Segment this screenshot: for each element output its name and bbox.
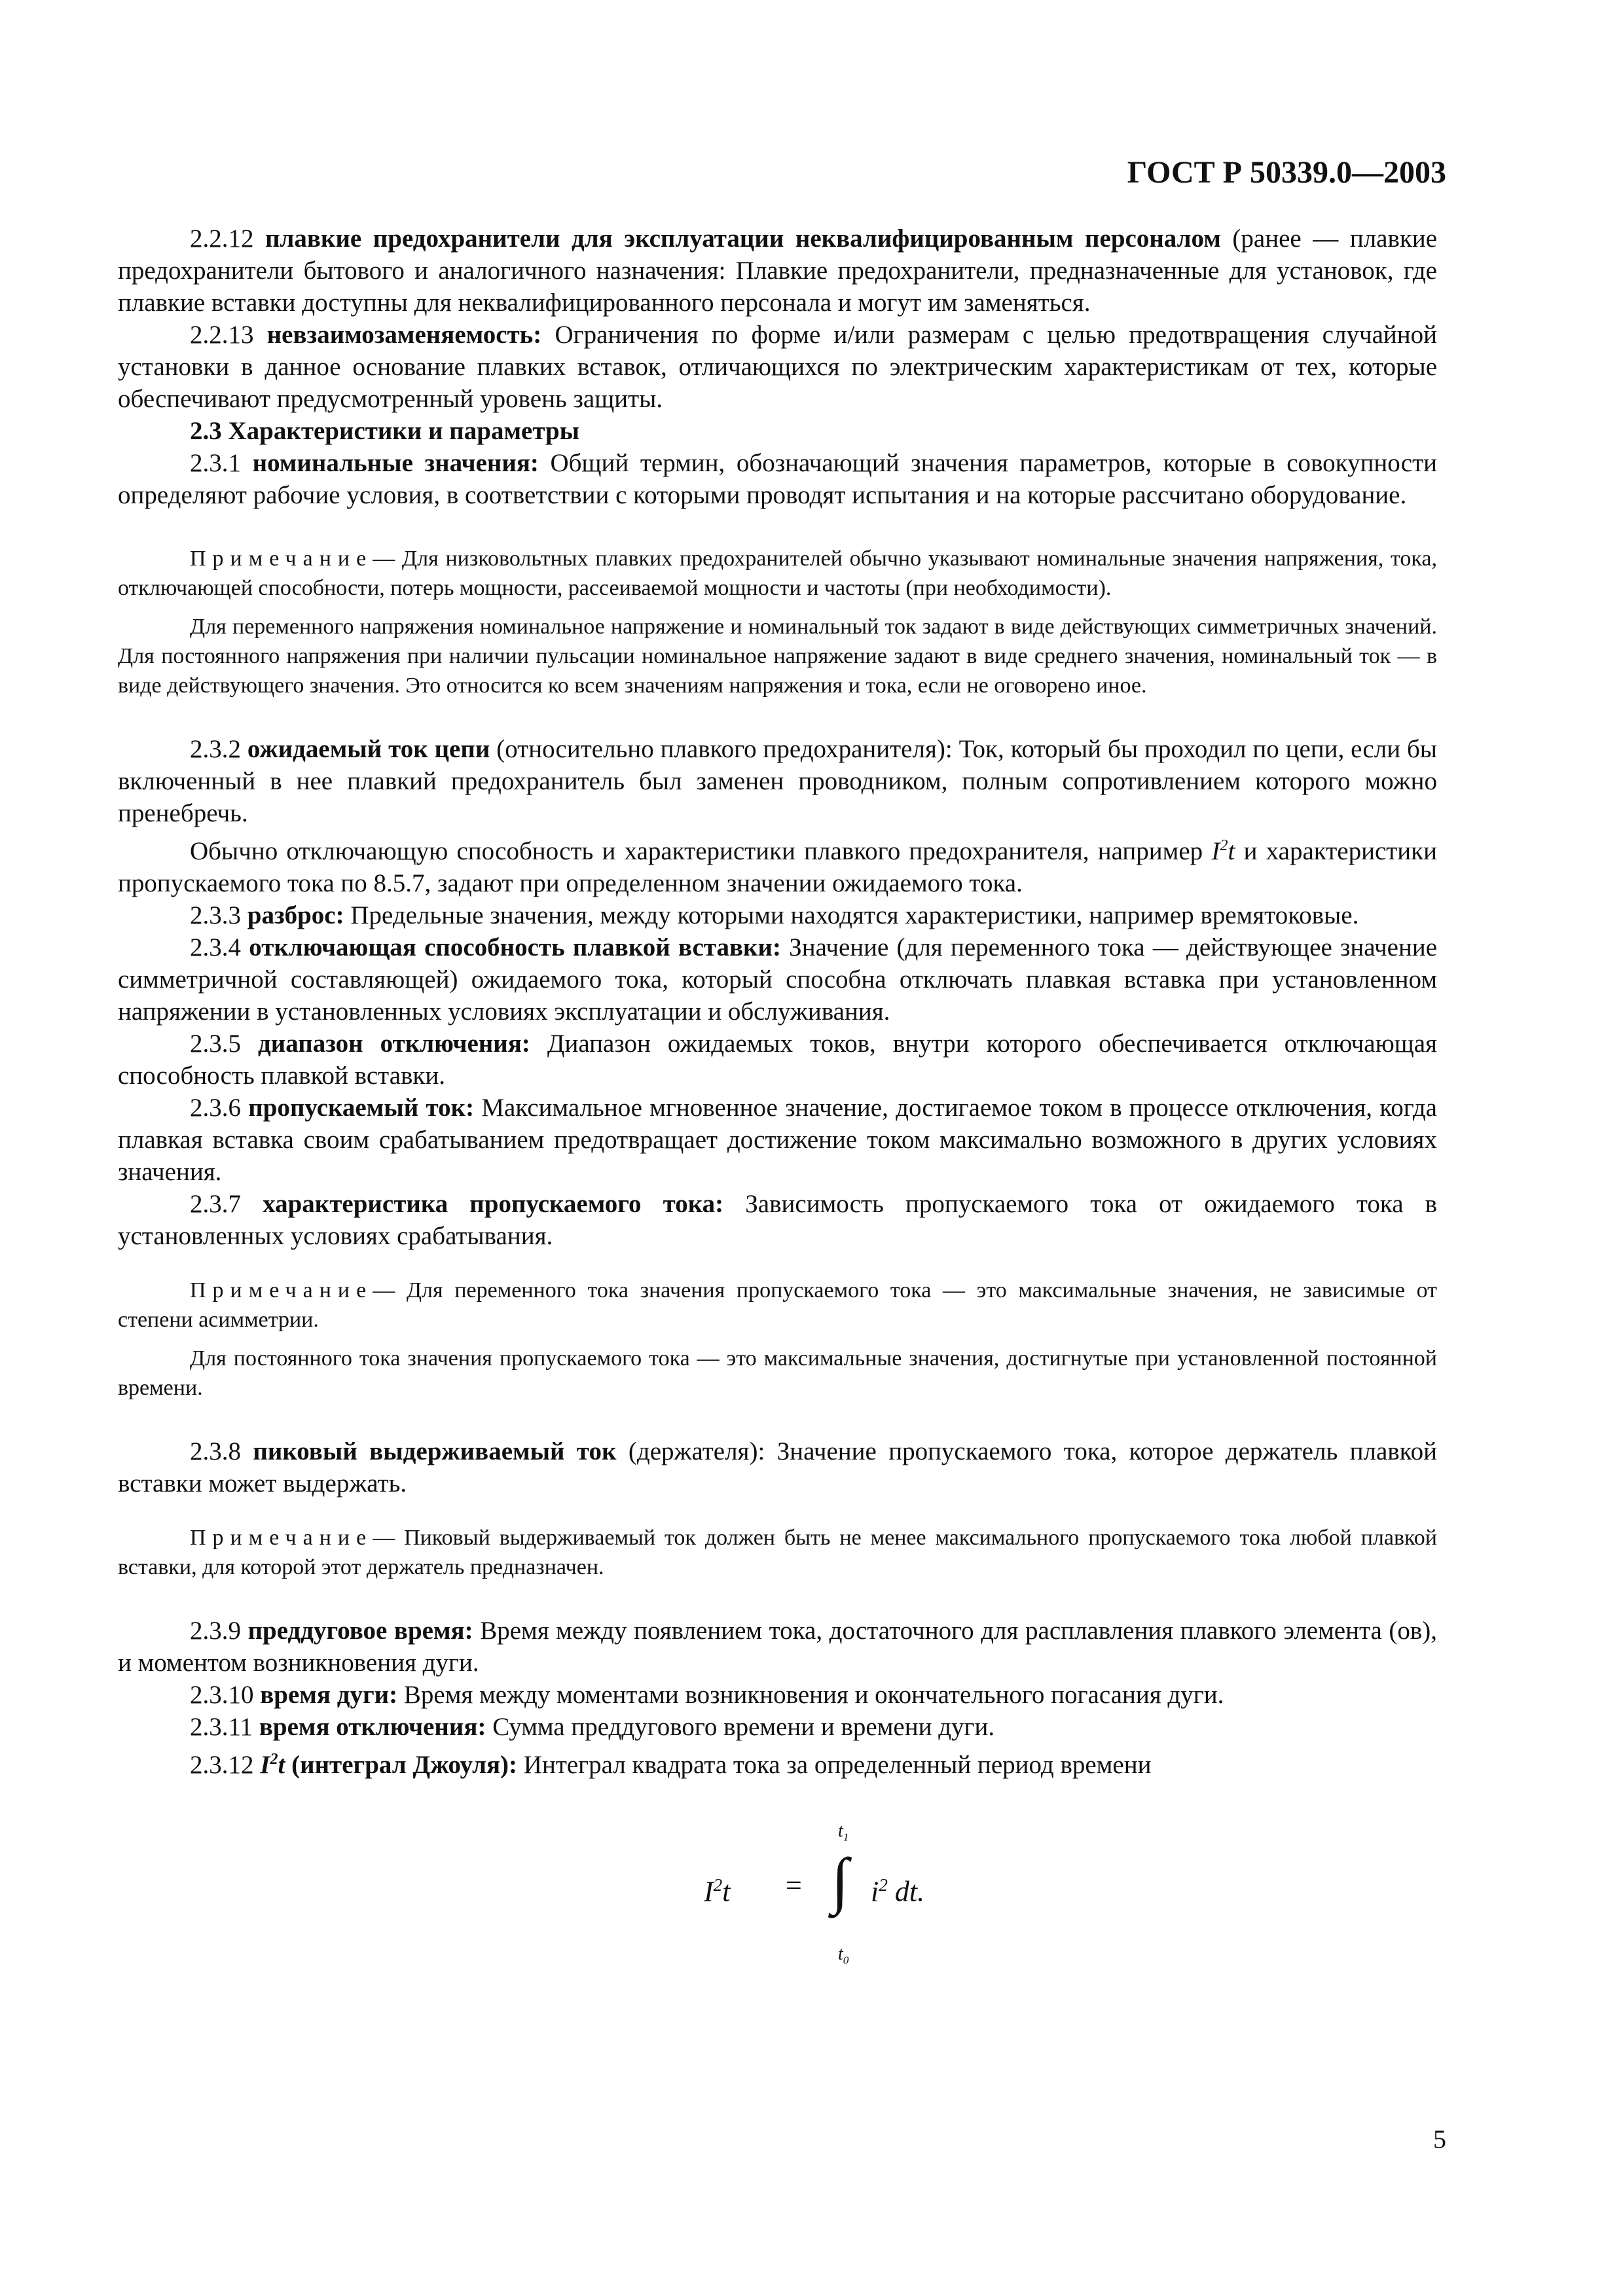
- clause-2-2-13: [118, 319, 1437, 415]
- i2t-symbol: $I^2t$: [260, 1750, 285, 1779]
- note-label: Примечание: [190, 547, 373, 571]
- clause-term: пиковый выдерживаемый ток: [253, 1437, 617, 1465]
- clause-text: Общий термин, обозначающий значения параметров, которые в совокупности определяют рабочие условия, в соответствии с которыми проводят испытания и на которые рассчитано оборудование.: [118, 449, 1438, 509]
- clause-text: Значение (для переменного тока — действующее значение симметричной составляющей) ожидаемого тока, который способна отключать плавкая вставка при установленном напряжении в установленных условиях эксплуатации и обслуживания.: [118, 933, 1437, 1026]
- clause-text: Сумма преддугового времени и времени дуги.: [492, 1713, 995, 1741]
- clause-term: [260, 1751, 517, 1779]
- clause-2-3-2-continued: [118, 829, 1437, 899]
- clause-number: 2.3.2: [190, 735, 241, 763]
- clause-text: (ранее — плавкие предохранители бытового и аналогичного назначения: Плавкие предохранители, предназначенные для установок, где плавкие вставки доступны для неквалифицированного персонала и могут им заменяться.: [118, 224, 1438, 317]
- clause-2-3-8: [118, 1435, 1437, 1499]
- clause-text: Время между появлением тока, достаточного для расплавления плавкого элемента (ов), и моментом возникновения дуги.: [118, 1617, 1438, 1677]
- clause-text: Ограничения по форме и/или размерам с целью предотвращения случайной установки в данное основание плавких вставок, отличающихся по электрическим характеристикам от тех, которые обеспечивают предусмотренный уровень защиты.: [118, 321, 1437, 413]
- clause-term: характеристика пропускаемого тока:: [263, 1190, 724, 1218]
- clause-term: отключающая способность плавкой вставки:: [249, 933, 781, 961]
- clause-number: 2.2.12: [190, 224, 254, 253]
- clause-text: Обычно отключающую способность и характеристики плавкого предохранителя, например: [190, 837, 1203, 865]
- clause-number: 2.2.13: [190, 321, 254, 349]
- clause-2-3-5: [118, 1028, 1437, 1092]
- clause-text: Диапазон ожидаемых токов, внутри которого обеспечивается отключающая способность плавкой вставки.: [118, 1030, 1437, 1090]
- clause-term: время отключения:: [259, 1713, 486, 1741]
- clause-2-3-6: [118, 1092, 1437, 1188]
- clause-term: невзаимозаменяемость:: [266, 321, 542, 349]
- clause-2-2-12: [118, 223, 1437, 319]
- clause-number: 2.3.7: [190, 1190, 241, 1218]
- clause-number: 2.3.3: [190, 901, 241, 929]
- clause-text: (относительно плавкого предохранителя): Ток, который бы проходил по цепи, если бы включенный в нее плавкий предохранитель был заменен проводником, полным сопротивлением которого можно пренебречь.: [118, 735, 1438, 827]
- note-paragraph: [118, 1523, 1437, 1582]
- clause-number: 2.3.12: [190, 1751, 254, 1779]
- joule-integral-formula: [118, 1814, 1437, 1967]
- clause-text: Предельные значения, между которыми находятся характеристики, например времятоковые.: [350, 901, 1359, 929]
- clause-term: диапазон отключения:: [258, 1030, 530, 1058]
- note-label: Примечание: [190, 1526, 373, 1550]
- clause-term: разброс:: [247, 901, 344, 929]
- clause-number: 2.3.8: [190, 1437, 241, 1465]
- clause-number: 2.3.5: [190, 1030, 241, 1058]
- clause-2-3-7: [118, 1188, 1437, 1252]
- clause-2-3-12: [118, 1743, 1437, 1781]
- document-code: ГОСТ Р 50339.0—2003: [1127, 155, 1446, 190]
- limit-var: t: [838, 1821, 843, 1841]
- note-text: — Для низковольтных плавких предохранителей обычно указывают номинальные значения напряжения, тока, отключающей способности, потерь мощности, рассеиваемой мощности и частоты (при необходимости).: [118, 547, 1437, 600]
- integral-lower-limit: [838, 1938, 848, 1977]
- clause-term: плавкие предохранители для эксплуатации неквалифицированным персоналом: [265, 224, 1221, 253]
- clause-text: Время между моментами возникновения и окончательного погасания дуги.: [403, 1681, 1224, 1709]
- clause-number: 2.3.1: [190, 449, 241, 477]
- note-block-2: [118, 1276, 1437, 1403]
- clause-term: пропускаемый ток:: [248, 1094, 475, 1122]
- clause-term: время дуги:: [260, 1681, 398, 1709]
- limit-sub: 0: [843, 1954, 849, 1967]
- note-label: Примечание: [190, 1278, 373, 1302]
- clause-2-3-4: [118, 931, 1437, 1028]
- section-heading-2-3: 2.3 Характеристики и параметры: [190, 417, 580, 445]
- clause-2-3-3: [118, 899, 1437, 931]
- formula-rhs: $i^2$ dt.: [871, 1875, 925, 1908]
- note-paragraph: [118, 544, 1437, 603]
- clause-2-3-1: [118, 447, 1437, 511]
- clause-term: номинальные значения:: [252, 449, 539, 477]
- clause-2-3-10: [118, 1679, 1437, 1711]
- page-number: 5: [1433, 2125, 1446, 2154]
- page-body: [118, 223, 1438, 1967]
- i2t-symbol: $I^2t$: [1211, 836, 1235, 865]
- clause-number: 2.3.10: [190, 1681, 254, 1709]
- formula-equals: =: [786, 1869, 802, 1901]
- clause-text: Максимальное мгновенное значение, достигаемое током в процессе отключения, когда плавкая вставка своим срабатыванием предотвращает достижение током максимально возможного в других условиях значения.: [118, 1094, 1437, 1186]
- note-text: — Пиковый выдерживаемый ток должен быть не менее максимального пропускаемого тока любой плавкой вставки, для которой этот держатель предназначен.: [118, 1526, 1437, 1579]
- note-paragraph: Для постоянного тока значения пропускаемого тока — это максимальные значения, достигнутые при установленной постоянной времени.: [118, 1346, 1437, 1400]
- note-block-1: [118, 544, 1437, 700]
- clause-text: Интеграл квадрата тока за определенный период времени: [523, 1751, 1152, 1779]
- clause-term: преддуговое время:: [247, 1617, 473, 1645]
- note-paragraph: Для переменного напряжения номинальное напряжение и номинальный ток задают в виде действующих симметричных значений. Для постоянного напряжения при наличии пульсации номинальное напряжение задают в виде среднего значения, номинальный ток — в виде действующего значения. Это относится ко всем значениям напряжения и тока, если не оговорено иное.: [118, 615, 1437, 698]
- clause-number: 2.3.6: [190, 1094, 241, 1122]
- clause-number: 2.3.9: [190, 1617, 241, 1645]
- formula-differential: dt.: [894, 1875, 925, 1908]
- note-paragraph: [118, 1276, 1437, 1335]
- note-text: — Для переменного тока значения пропускаемого тока — это максимальные значения, не зависимые от степени асимметрии.: [118, 1278, 1437, 1332]
- clause-term-rest: (интеграл Джоуля):: [291, 1751, 518, 1779]
- note-block-3: [118, 1523, 1437, 1582]
- clause-term: ожидаемый ток цепи: [247, 735, 490, 763]
- limit-sub: 1: [843, 1831, 849, 1844]
- clause-number: 2.3.4: [190, 933, 241, 961]
- clause-2-3-9: [118, 1615, 1437, 1679]
- clause-text: Зависимость пропускаемого тока от ожидаемого тока в установленных условиях срабатывания.: [118, 1190, 1438, 1250]
- clause-number: 2.3.11: [190, 1713, 253, 1741]
- clause-2-3-11: [118, 1711, 1437, 1743]
- clause-text: (держателя): Значение пропускаемого тока, которое держатель плавкой вставки может выдержать.: [118, 1437, 1438, 1498]
- integral-sign: ∫: [831, 1845, 849, 1915]
- clause-text: и характеристики пропускаемого тока по 8.5.7, задают при определенном значении ожидаемого тока.: [118, 837, 1437, 897]
- formula-lhs: $I^2t$: [704, 1875, 731, 1908]
- limit-var: t: [838, 1944, 843, 1964]
- clause-2-3-2: [118, 733, 1437, 829]
